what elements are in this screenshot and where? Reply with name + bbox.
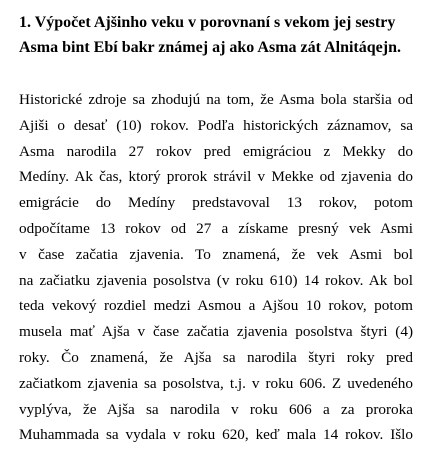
body-paragraph [19,87,413,448]
paragraph-line: na začiatku zjavenia posolstva (v roku 610) 14 rokov. Ak bol [19,271,413,289]
paragraph-line: roky. Čo znamená, že Ajša sa narodila štyri roky pred [19,348,413,366]
paragraph-line: Ajiši o desať (10) rokov. Podľa historických záznamov, sa [19,116,413,134]
paragraph-line: teda vekový rozdiel medzi Asmou a Ajšou 10 rokov, potom [19,297,413,315]
paragraph-line: odpočítame 13 rokov od 27 a získame presný vek Asmi [19,219,413,237]
heading-line: Asma bint Ebí bakr známej aj ako Asma zát Alnitáqejn. [19,39,401,56]
paragraph-line: Historické zdroje sa zhodujú na tom, že Asma bola staršia od [19,91,413,108]
paragraph-line: v čase začatia zjavenia. To znamená, že vek Asmi bol [19,245,413,263]
paragraph-line: Medíny. Ak čas, ktorý prorok strávil v Mekke od zjavenia do [19,168,413,186]
heading-line: 1. Výpočet Ajšinho veku v porovnaní s vekom jej sestry [19,14,396,31]
section-heading [19,10,413,60]
paragraph-line: vyplýva, že Ajša sa narodila v roku 606 a za proroka [19,400,413,418]
paragraph-line: Asma narodila 27 rokov pred emigráciou z Mekky do [19,142,413,160]
paragraph-line: musela mať Ajša v čase začatia zjavenia posolstva štyri (4) [19,323,413,341]
paragraph-line: emigrácie do Medíny predstavoval 13 rokov, potom [19,194,413,212]
paragraph-line: Muhammada sa vydala v roku 620, keď mala 14 rokov. Išlo [19,426,413,444]
paragraph-line: začiatkom zjavenia sa posolstva, t.j. v roku 606. Z uvedeného [19,374,413,392]
